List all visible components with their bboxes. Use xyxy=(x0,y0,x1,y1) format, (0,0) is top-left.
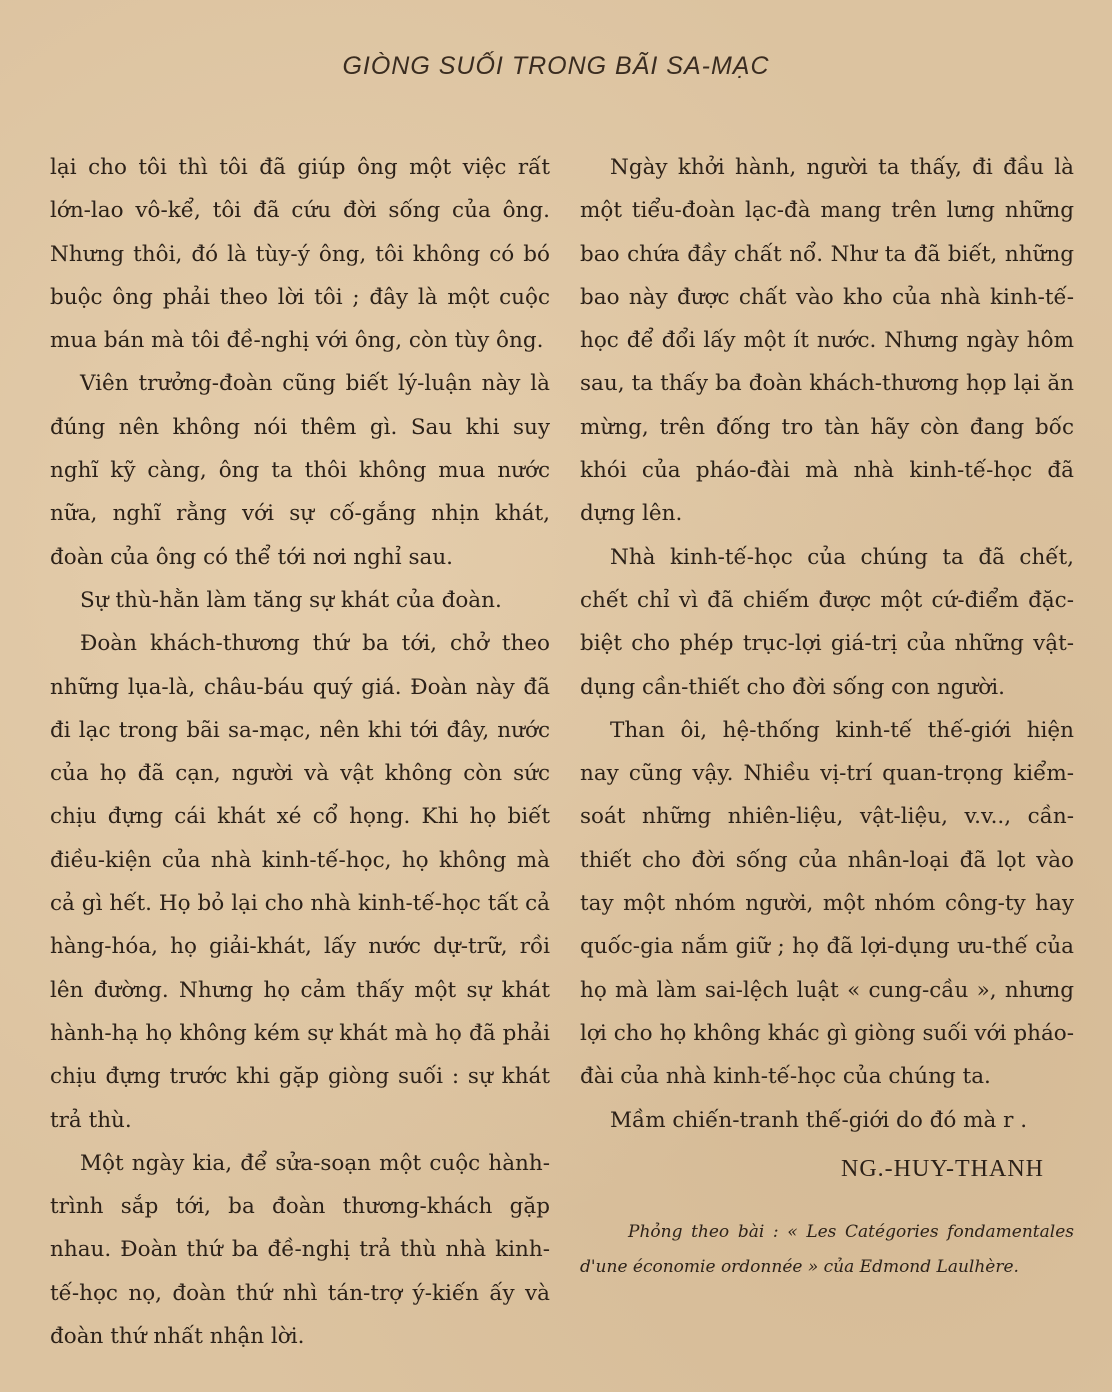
author-signature: NG.-HUY-THANH xyxy=(841,1155,1044,1182)
paragraph: Sự thù-hằn làm tăng sự khát của đoàn. xyxy=(80,587,502,613)
paragraph: Đoàn khách-thương thứ ba tới, chở theo những lụa-là, châu-báu quý giá. Đoàn này đã đi lạc trong bãi sa-mạc, nên khi tới đây, nước của họ đã cạn, người và vật không còn sức chịu đựng cái khát xé cổ họng. Khi họ biết điều-kiện của nhà kinh-tế-học, họ không mà cả gì hết. Họ bỏ lại cho nhà kinh-tế-học tất cả hàng-hóa, họ giải-khát, lấy nước dự-trữ, rồi lên đường. Nhưng họ cảm thấy một sự khát hành-hạ họ không kém sự khát mà họ đã phải chịu đựng trước khi gặp giòng suối : sự khát trả thù. xyxy=(50,631,550,1133)
paragraph: Than ôi, hệ-thống kinh-tế thế-giới hiện nay cũng vậy. Nhiều vị-trí quan-trọng kiểm-soát những nhiên-liệu, vật-liệu, v.v.., cần-thiết cho đời sống của nhân-loại đã lọt vào tay một nhóm người, một nhóm công-ty hay quốc-gia nắm giữ ; họ đã lợi-dụng ưu-thế của họ mà làm sai-lệch luật « cung-cầu », nhưng lợi cho họ không khác gì giòng suối với pháo-đài của nhà kinh-tế-học của chúng ta. xyxy=(580,717,1074,1090)
right-column xyxy=(580,146,1074,1285)
paragraph: Viên trưởng-đoàn cũng biết lý-luận này là đúng nên không nói thêm gì. Sau khi suy nghĩ kỹ càng, ông ta thôi không mua nước nữa, nghĩ rằng với sự cố-gắng nhịn khát, đoàn của ông có thể tới nơi nghỉ sau. xyxy=(50,371,550,570)
paragraph: Một ngày kia, để sửa-soạn một cuộc hành-trình sắp tới, ba đoàn thương-khách gặp nhau. Đoàn thứ ba đề-nghị trả thù nhà kinh-tế-học nọ, đoàn thứ nhì tán-trợ ý-kiến ấy và đoàn thứ nhất nhận lời. xyxy=(50,1150,550,1350)
paragraph: Ngày khởi hành, người ta thấy, đi đầu là một tiểu-đoàn lạc-đà mang trên lưng những bao chứa đầy chất nổ. Như ta đã biết, những bao này được chất vào kho của nhà kinh-tế-học để đổi lấy một ít nước. Nhưng ngày hôm sau, ta thấy ba đoàn khách-thương họp lại ăn mừng, trên đống tro tàn hãy còn đang bốc khói của pháo-đài mà nhà kinh-tế-học đã dựng lên. xyxy=(580,155,1074,527)
paragraph: Nhà kinh-tế-học của chúng ta đã chết, chết chỉ vì đã chiếm được một cứ-điểm đặc-biệt cho phép trục-lợi giá-trị của những vật-dụng cần-thiết cho đời sống con người. xyxy=(580,544,1074,700)
paragraph: lại cho tôi thì tôi đã giúp ông một việc rất lớn-lao vô-kể, tôi đã cứu đời sống của ông. Nhưng thôi, đó là tùy-ý ông, tôi không có bó buộc ông phải theo lời tôi ; đây là một cuộc mua bán mà tôi đề-nghị với ông, còn tùy ông. xyxy=(50,155,550,354)
source-note: Phỏng theo bài : « Les Catégories fondamentales d'une économie ordonnée » của Edmond Laulhère. xyxy=(580,1222,1074,1278)
paragraph: Mầm chiến-tranh thế-giới do đó mà r . xyxy=(610,1107,1028,1133)
left-column xyxy=(50,146,550,1358)
page-header-title: GIÒNG SUỐI TRONG BÃI SA-MẠC xyxy=(342,52,770,80)
